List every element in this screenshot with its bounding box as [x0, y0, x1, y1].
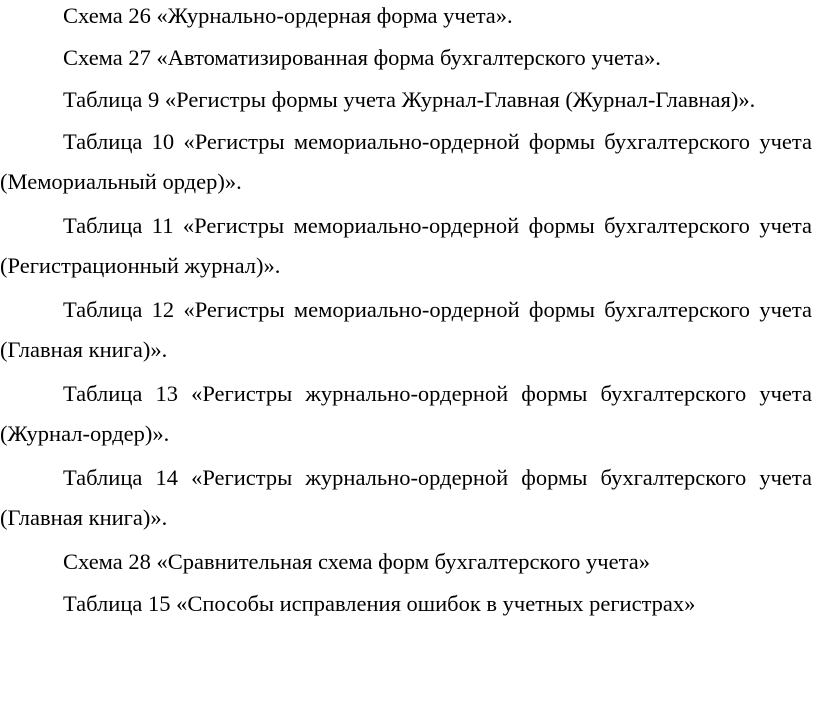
list-item-table-12 [0, 290, 812, 370]
list-item-table-13 [0, 374, 812, 454]
item-text: Таблица 14 «Регистры журнально-ордерной формы бухгалтерского учета (Главная книга)». [0, 465, 812, 530]
list-item-table-14 [0, 458, 812, 538]
item-text: Таблица 13 «Регистры журнально-ордерной формы бухгалтерского учета (Журнал-ордер)». [0, 381, 812, 446]
list-item-table-15 [0, 584, 812, 624]
list-item-table-9 [0, 80, 812, 120]
item-text: Таблица 15 «Способы исправления ошибок в учетных регистрах» [63, 591, 696, 616]
item-text: Таблица 12 «Регистры мемориально-ордерной формы бухгалтерского учета (Главная книга)». [0, 297, 812, 362]
item-text: Схема 27 «Автоматизированная форма бухгалтерского учета». [63, 45, 661, 70]
item-text: Таблица 10 «Регистры мемориально-ордерной формы бухгалтерского учета (Мемориальный ордер)». [0, 129, 812, 194]
list-item-table-11 [0, 206, 812, 286]
item-text: Таблица 9 «Регистры формы учета Журнал-Главная (Журнал-Главная)». [63, 87, 756, 112]
list-item-table-10 [0, 122, 812, 202]
item-text: Таблица 11 «Регистры мемориально-ордерной формы бухгалтерского учета (Регистрационный журнал)». [0, 213, 812, 278]
item-text: Схема 26 «Журнально-ордерная форма учета». [63, 3, 513, 28]
list-item-schema-28 [0, 542, 812, 582]
item-text: Схема 28 «Сравнительная схема форм бухгалтерского учета» [63, 549, 650, 574]
list-item-schema-27 [0, 38, 812, 78]
list-item-schema-26 [0, 0, 812, 36]
